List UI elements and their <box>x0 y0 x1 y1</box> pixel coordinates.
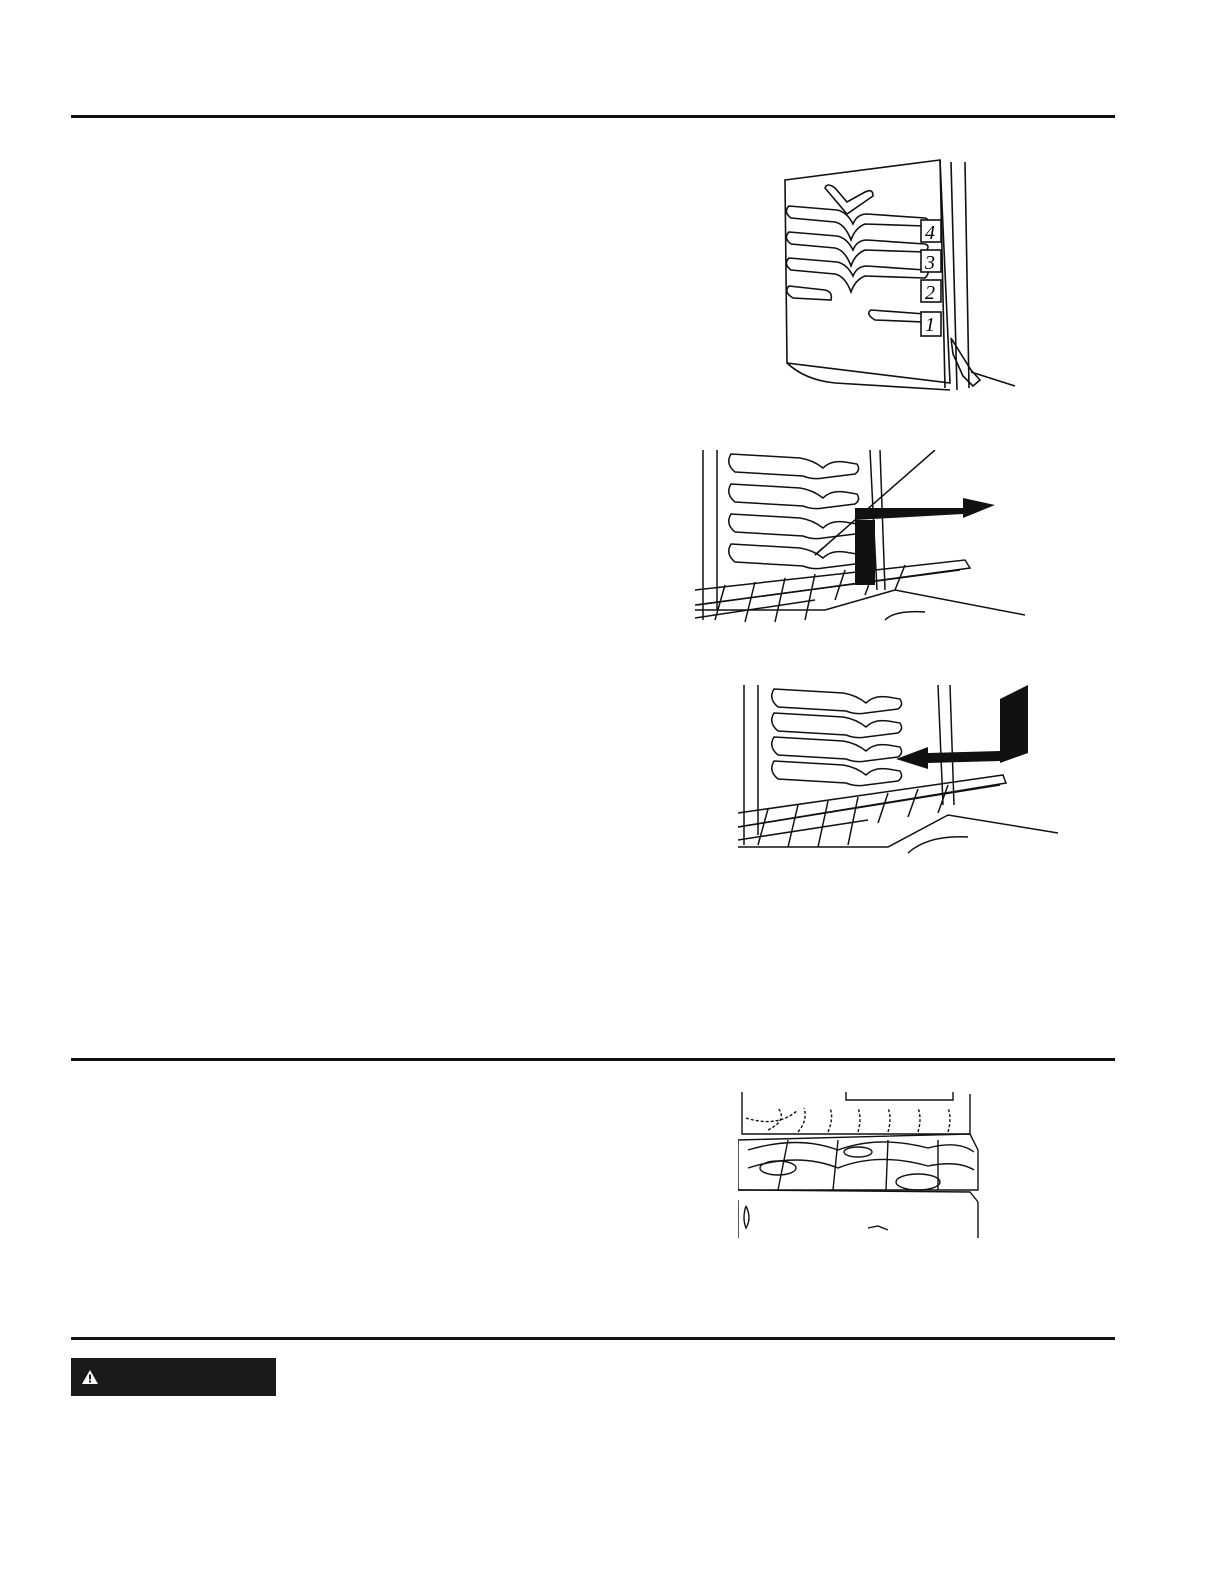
rack-insertion-illustration <box>738 685 1068 860</box>
warning-label-box <box>71 1358 276 1396</box>
section-rule-bottom <box>71 1337 1115 1340</box>
rack-label-1: 1 <box>925 314 935 336</box>
section-rule-middle <box>71 1058 1115 1061</box>
section-rule-top <box>71 115 1115 118</box>
rack-label-4: 4 <box>925 222 935 244</box>
rack-label-3: 3 <box>925 252 935 274</box>
oven-rack-positions-illustration <box>775 158 1035 398</box>
rack-label-2: 2 <box>925 282 935 304</box>
rack-removal-illustration <box>695 450 1030 635</box>
warning-triangle-icon <box>81 1369 99 1385</box>
cooktop-grates-illustration <box>738 1090 983 1240</box>
